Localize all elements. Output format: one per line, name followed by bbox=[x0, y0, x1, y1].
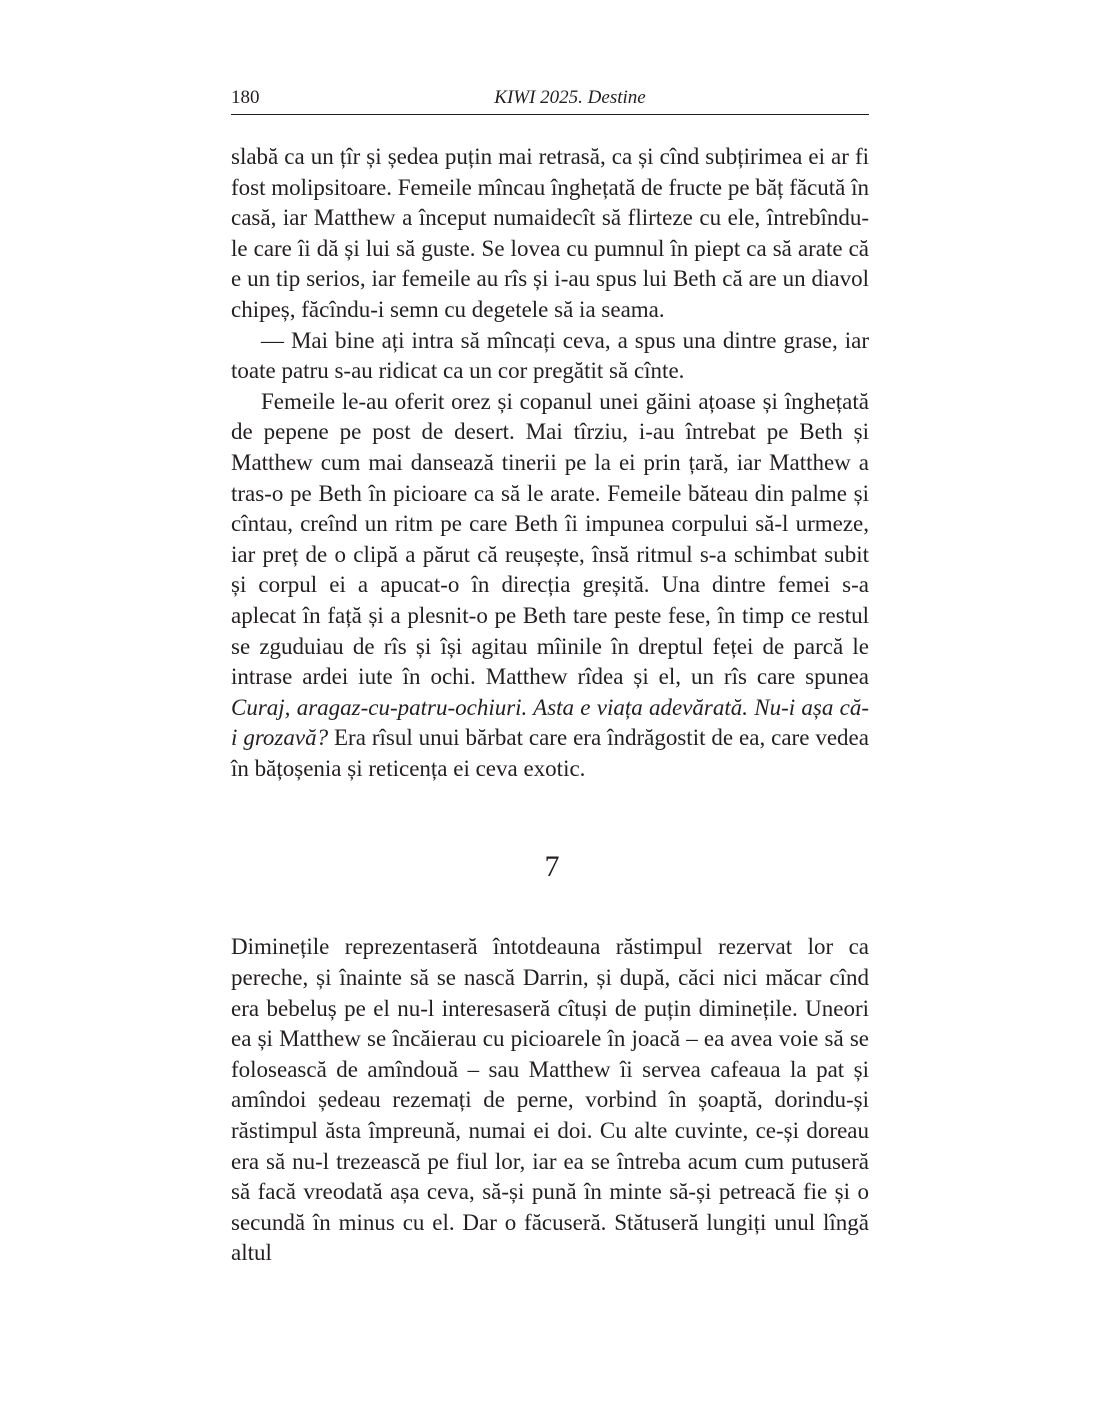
body-text bbox=[231, 142, 869, 1269]
paragraph bbox=[231, 387, 869, 785]
running-title: KIWI 2025. Destine bbox=[494, 87, 646, 108]
text-after-chapter bbox=[231, 932, 869, 1269]
paragraph-text: Diminețile reprezentaseră întotdeauna răstimpul rezervat lor ca pereche, și înainte să se nască Darrin, și după, căci nici măcar cînd era bebeluș pe el nu-l interesaseră cîtuși de puțin diminețile. Uneori ea și Matthew se încăierau cu picioarele în joacă – ea avea voie să se folosească de amîndouă – sau Matthew îi servea cafeaua la pat și amîndoi ședeau rezemați de perne, vorbind în șoaptă, dorindu-și răstimpul ăsta împreună, numai ei doi. Cu alte cuvinte, ce-și doreau era să nu-l trezească pe fiul lor, iar ea se întreba acum cum putuseră să facă vreodată așa ceva, să-și pună în minte să-și petreacă fie și o secundă în minus cu el. Dar o făcuseră. Stătuseră lungiți unul lîngă altul bbox=[231, 934, 869, 1266]
paragraph-text: — Mai bine ați intra să mîncați ceva, a spus una dintre grase, iar toate patru s-au ridicat ca un cor pregătit să cînte. bbox=[231, 327, 869, 384]
paragraph-text: Era rîsul unui bărbat care era îndrăgostit de ea, care vedea în bățoșenia și reticența ei ceva exotic. bbox=[231, 725, 869, 781]
text-before-chapter bbox=[231, 142, 869, 784]
italic-text: Curaj, aragaz-cu-patru-ochiuri. Asta e viața adevărată. Nu-i așa că-i grozavă? bbox=[231, 694, 869, 751]
running-head bbox=[231, 84, 869, 112]
paragraph bbox=[231, 326, 869, 387]
paragraph-text: slabă ca un țîr și ședea puțin mai retrasă, ca și cînd subțirimea ei ar fi fost molipsitoare. Femeile mîncau înghețată de fructe pe băț făcută în casă, iar Matthew a început numaidecît să flirteze cu ele, întrebîndu-le care îi dă și lui să guste. Se lovea cu pumnul în piept ca să arate că e un tip serios, iar femeile au rîs și i-au spus lui Beth că are un diavol chipeș, făcîndu-i semn cu degetele să ia seama. bbox=[231, 144, 870, 322]
paragraph-text: Femeile le-au oferit orez și copanul unei găini ațoase și înghețată de pepene pe post de desert. Mai tîrziu, i-au întrebat pe Beth și Matthew cum mai dansează tinerii pe la ei prin țară, iar Matthew a tras-o pe Beth în picioare ca să le arate. Femeile băteau din palme și cîntau, creînd un ritm pe care Beth îi impunea corpului să-l urmeze, iar preț de o clipă a părut că reușește, însă ritmul s-a schimbat subit și corpul ei a apucat-o în direcția greșită. Una dintre femei s-a aplecat în față și a plesnit-o pe Beth tare peste fese, în timp ce restul se zguduiau de rîs și își agitau mîinile în dreptul feței de parcă le intrase ardei iute în ochi. Matthew rîdea și el, un rîs care spunea bbox=[231, 388, 869, 690]
chapter-number: 7 bbox=[544, 850, 560, 884]
paragraph bbox=[231, 142, 869, 326]
page-number: 180 bbox=[231, 87, 260, 108]
paragraph bbox=[231, 932, 869, 1269]
book-page bbox=[231, 84, 869, 1269]
header-rule bbox=[231, 114, 869, 115]
